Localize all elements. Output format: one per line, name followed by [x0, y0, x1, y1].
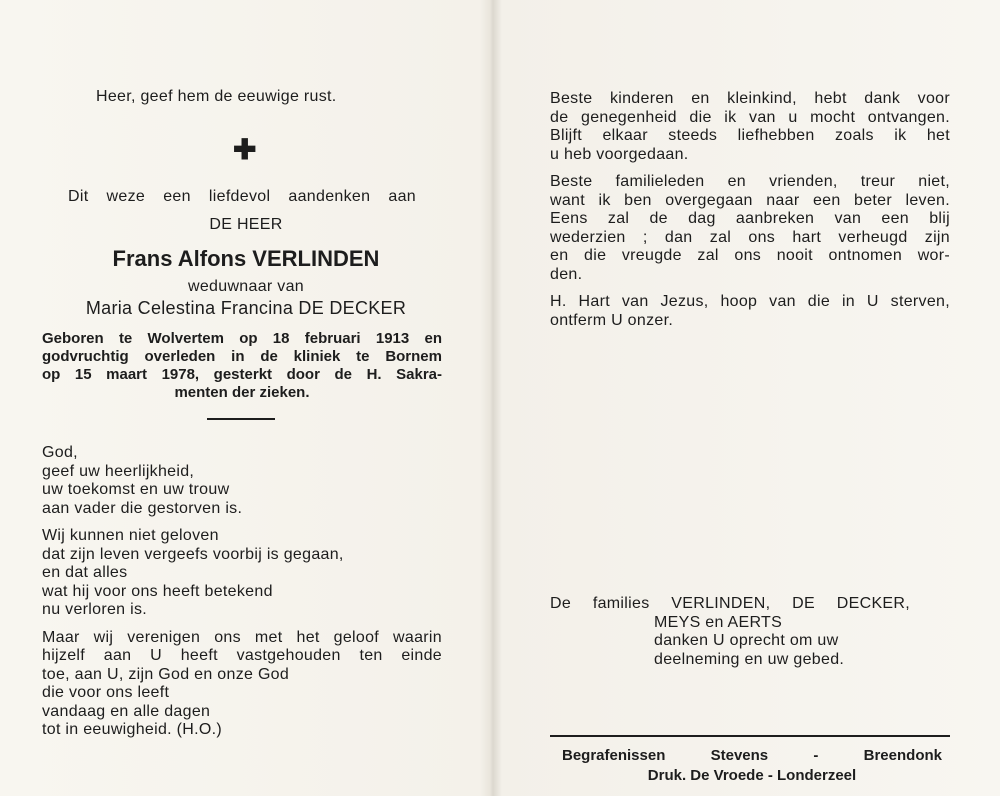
left-panel	[0, 0, 492, 796]
farewell-paragraph	[550, 173, 950, 284]
poem-line: uw toekomst en uw trouw	[42, 481, 230, 498]
poem-line: die voor ons leeft	[42, 684, 170, 701]
poem-line: en dat alles	[42, 564, 128, 581]
text-line: Beste familieleden en vrienden, treur niet,	[550, 173, 950, 190]
poem-line: nu verloren is.	[42, 601, 147, 618]
title-text: DE HEER	[209, 216, 283, 233]
farewell-text	[550, 90, 950, 339]
text-line: wederzien ; dan zal ons hart verheugd zijn	[550, 228, 950, 246]
text-line: deelneming en uw gebed.	[654, 650, 845, 668]
funeral-home: Begrafenissen Stevens - Breendonk	[562, 747, 942, 764]
details-line: Geboren te Wolvertem op 18 februari 1913 en	[42, 330, 442, 347]
text-line: want ik ben overgegaan naar een beter leven.	[550, 191, 950, 209]
poem-line: God,	[42, 444, 78, 461]
text-line: H. Hart van Jezus, hoop van die in U sterven,	[550, 293, 950, 310]
poem-line: vandaag en alle dagen	[42, 702, 211, 720]
birth-death-details	[42, 330, 442, 402]
poem-line: tot in eeuwigheid. (H.O.)	[42, 721, 223, 738]
prayer-text: Heer, geef hem de eeuwige rust.	[96, 88, 337, 105]
printer: Druk. De Vroede - Londerzeel	[647, 767, 857, 784]
text-line: Blijft elkaar steeds liefhebben zoals ik het	[550, 127, 950, 144]
text-line: Eens zal de dag aanbreken van een blij	[550, 210, 950, 227]
poem-line: hijzelf aan U heeft vastgehouden ten einde	[42, 647, 442, 664]
poem-line: dat zijn leven vergeefs voorbij is gegaan,	[42, 545, 344, 563]
poem-stanza	[42, 444, 442, 518]
text-line: De families VERLINDEN, DE DECKER,	[550, 595, 910, 612]
poem	[42, 444, 442, 749]
farewell-paragraph	[550, 293, 950, 330]
poem-line: Maar wij verenigen ons met het geloof waarin	[42, 628, 442, 646]
details-line: godvruchtig overleden in de kliniek te Bornem	[42, 348, 442, 365]
poem-line: toe, aan U, zijn God en onze God	[42, 665, 290, 683]
details-line: op 15 maart 1978, gesterkt door de H. Sakra-	[42, 366, 442, 383]
poem-stanza	[42, 629, 442, 740]
cross-icon: ✚	[233, 134, 257, 165]
details-line: menten der zieken.	[174, 384, 310, 401]
text-line: den.	[550, 265, 583, 283]
spouse-name: Maria Celestina Francina DE DECKER	[85, 298, 407, 318]
text-line: en die vreugde zal ons nooit ontnomen wor-	[550, 247, 950, 264]
text-line: de genegenheid die ik van u mocht ontvangen.	[550, 108, 950, 126]
deceased-name: Frans Alfons VERLINDEN	[112, 246, 380, 271]
text-line: ontferm U onzer.	[550, 311, 674, 329]
remembrance-text: Dit weze een liefdevol aandenken aan	[68, 188, 416, 205]
farewell-paragraph	[550, 90, 950, 164]
text-line: u heb voorgedaan.	[550, 145, 689, 163]
credits	[562, 746, 942, 786]
text-line: Beste kinderen en kleinkind, hebt dank voor	[550, 90, 950, 107]
divider	[207, 418, 275, 420]
poem-line: geef uw heerlijkheid,	[42, 462, 195, 480]
text-line: MEYS en AERTS	[654, 613, 783, 631]
text-line: danken U oprecht om uw	[654, 632, 839, 649]
poem-stanza	[42, 527, 442, 620]
divider	[550, 735, 950, 737]
widower-text: weduwnaar van	[188, 278, 304, 295]
poem-line: wat hij voor ons heeft betekend	[42, 582, 273, 600]
poem-line: aan vader die gestorven is.	[42, 499, 243, 517]
family-thanks	[550, 595, 910, 669]
poem-line: Wij kunnen niet geloven	[42, 527, 219, 544]
right-panel	[500, 0, 1000, 796]
